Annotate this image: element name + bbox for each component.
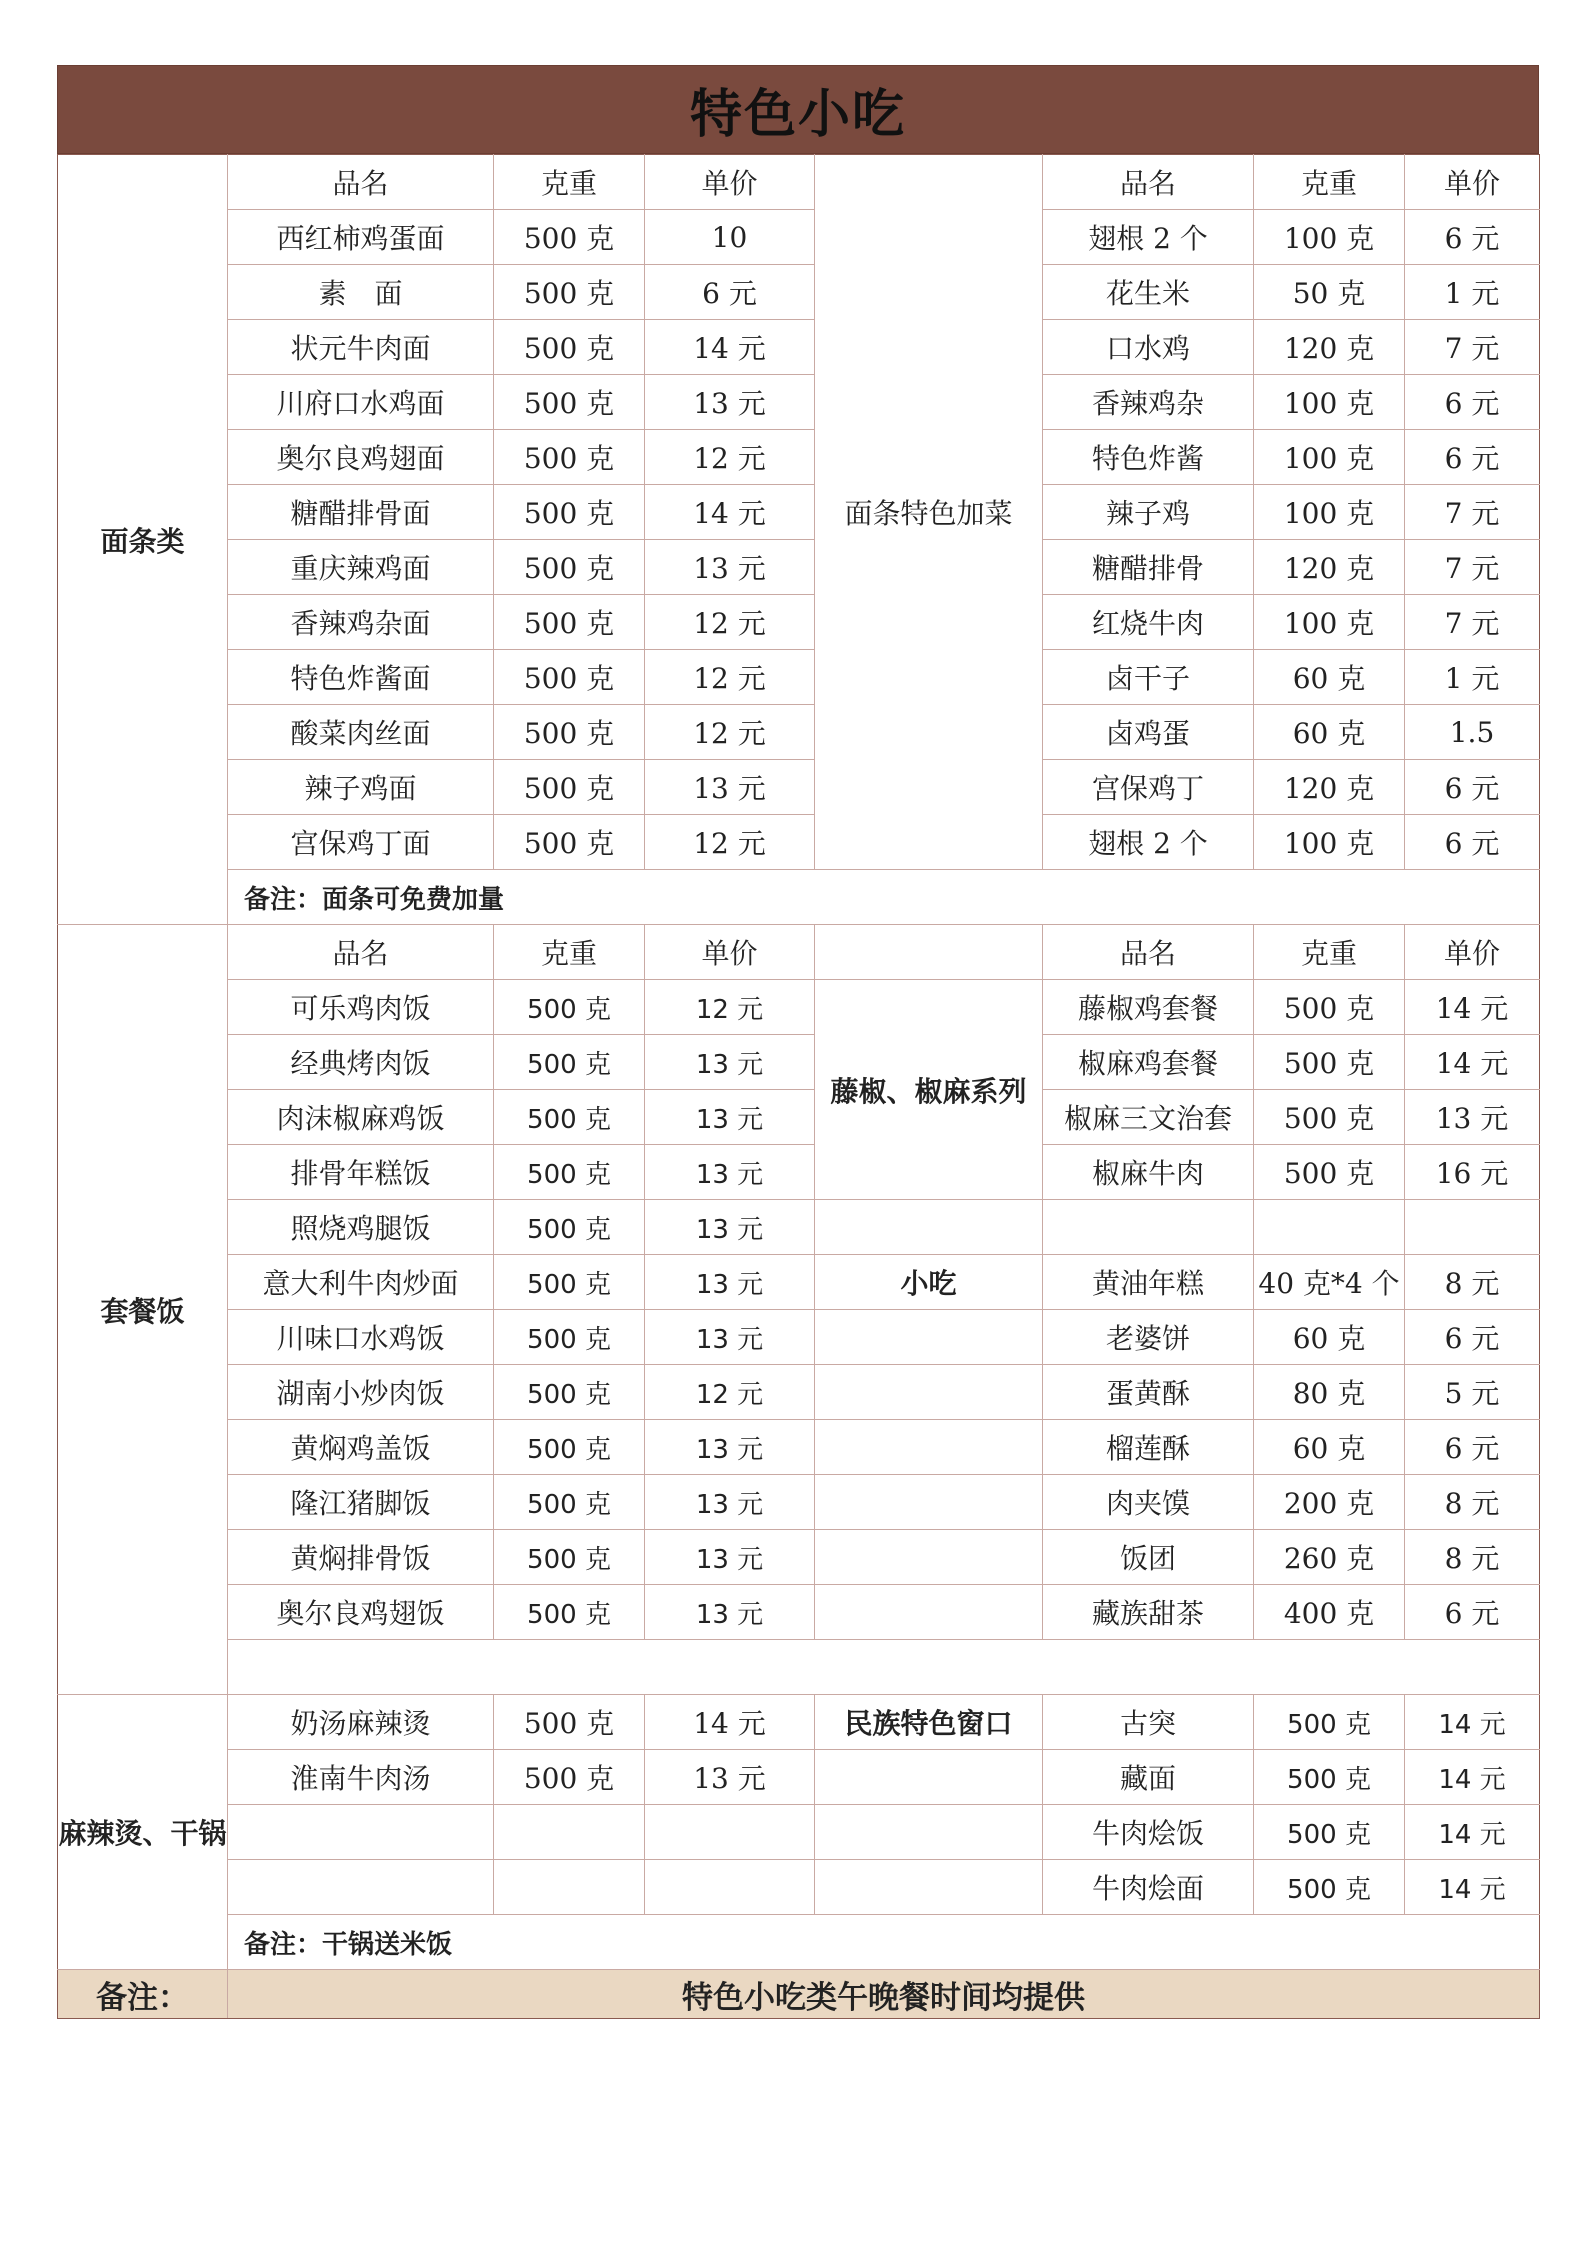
header-name: 品名 bbox=[1043, 925, 1254, 980]
malatang-empty-cell bbox=[494, 1805, 645, 1860]
meal-empty-cell bbox=[815, 1530, 1043, 1585]
noodle-name: 酸菜肉丝面 bbox=[228, 705, 494, 760]
snack-price: 6 元 bbox=[1405, 1310, 1540, 1365]
noodle-price: 6 元 bbox=[645, 265, 815, 320]
addon-price: 7 元 bbox=[1405, 540, 1540, 595]
table-row bbox=[58, 1860, 1540, 1915]
snack-price: 8 元 bbox=[1405, 1530, 1540, 1585]
footer-label: 备注： bbox=[58, 1970, 228, 2019]
malatang-section bbox=[58, 1695, 1540, 1970]
meal-name: 照烧鸡腿饭 bbox=[228, 1200, 494, 1255]
snack-name: 藏族甜茶 bbox=[1043, 1585, 1254, 1640]
addon-weight: 60 克 bbox=[1254, 705, 1405, 760]
table-row bbox=[58, 815, 1540, 870]
snack-weight: 40 克*4 个 bbox=[1254, 1255, 1405, 1310]
addon-weight: 120 克 bbox=[1254, 760, 1405, 815]
ethnic-name: 牛肉烩面 bbox=[1043, 1860, 1254, 1915]
malatang-weight: 500 克 bbox=[494, 1695, 645, 1750]
meal-weight: 500 克 bbox=[494, 1365, 645, 1420]
tengjiao-weight: 500 克 bbox=[1254, 1090, 1405, 1145]
malatang-empty-cell bbox=[815, 1860, 1043, 1915]
noodle-weight: 500 克 bbox=[494, 760, 645, 815]
ethnic-weight: 500 克 bbox=[1254, 1860, 1405, 1915]
meal-empty-cell bbox=[815, 1310, 1043, 1365]
meal-empty-cell bbox=[1254, 1200, 1405, 1255]
meal-blank-row bbox=[58, 1640, 1540, 1695]
tengjiao-name: 藤椒鸡套餐 bbox=[1043, 980, 1254, 1035]
menu-sheet bbox=[57, 65, 1539, 2019]
ethnic-price: 14 元 bbox=[1405, 1805, 1540, 1860]
noodle-name: 香辣鸡杂面 bbox=[228, 595, 494, 650]
malatang-name: 奶汤麻辣烫 bbox=[228, 1695, 494, 1750]
noodle-weight: 500 克 bbox=[494, 210, 645, 265]
addon-weight: 100 克 bbox=[1254, 595, 1405, 650]
malatang-empty-cell bbox=[494, 1860, 645, 1915]
noodle-weight: 500 克 bbox=[494, 375, 645, 430]
table-row bbox=[58, 1145, 1540, 1200]
tengjiao-weight: 500 克 bbox=[1254, 980, 1405, 1035]
malatang-price: 13 元 bbox=[645, 1750, 815, 1805]
footer-text: 特色小吃类午晚餐时间均提供 bbox=[228, 1970, 1540, 2019]
table-row bbox=[58, 540, 1540, 595]
malatang-empty-cell bbox=[228, 1860, 494, 1915]
malatang-category: 麻辣烫、干锅 bbox=[58, 1695, 228, 1970]
header-weight: 克重 bbox=[494, 155, 645, 210]
addon-price: 1 元 bbox=[1405, 265, 1540, 320]
header-price: 单价 bbox=[645, 155, 815, 210]
tengjiao-weight: 500 克 bbox=[1254, 1145, 1405, 1200]
meal-name: 黄焖排骨饭 bbox=[228, 1530, 494, 1585]
meal-weight: 500 克 bbox=[494, 1420, 645, 1475]
noodle-price: 12 元 bbox=[645, 815, 815, 870]
addon-price: 6 元 bbox=[1405, 815, 1540, 870]
snack-weight: 400 克 bbox=[1254, 1585, 1405, 1640]
header-name: 品名 bbox=[228, 155, 494, 210]
meal-header-row bbox=[58, 925, 1540, 980]
addon-weight: 100 克 bbox=[1254, 815, 1405, 870]
snack-name: 蛋黄酥 bbox=[1043, 1365, 1254, 1420]
meal-name: 黄焖鸡盖饭 bbox=[228, 1420, 494, 1475]
noodle-weight: 500 克 bbox=[494, 705, 645, 760]
addon-name: 口水鸡 bbox=[1043, 320, 1254, 375]
malatang-weight: 500 克 bbox=[494, 1750, 645, 1805]
header-name: 品名 bbox=[228, 925, 494, 980]
addon-weight: 60 克 bbox=[1254, 650, 1405, 705]
table-row bbox=[58, 595, 1540, 650]
malatang-name: 淮南牛肉汤 bbox=[228, 1750, 494, 1805]
noodle-note: 备注：面条可免费加量 bbox=[228, 870, 1540, 925]
menu-title: 特色小吃 bbox=[57, 65, 1539, 154]
addon-weight: 100 克 bbox=[1254, 210, 1405, 265]
meal-blank-cell bbox=[228, 1640, 1540, 1695]
addon-name: 香辣鸡杂 bbox=[1043, 375, 1254, 430]
noodle-price: 13 元 bbox=[645, 540, 815, 595]
table-row bbox=[58, 1805, 1540, 1860]
ethnic-window-label: 民族特色窗口 bbox=[815, 1695, 1043, 1750]
meal-empty-cell bbox=[815, 1200, 1043, 1255]
meal-name: 奥尔良鸡翅饭 bbox=[228, 1585, 494, 1640]
meal-weight: 500 克 bbox=[494, 980, 645, 1035]
addon-name: 宫保鸡丁 bbox=[1043, 760, 1254, 815]
meal-empty-cell bbox=[815, 1420, 1043, 1475]
table-row bbox=[58, 210, 1540, 265]
noodle-price: 14 元 bbox=[645, 320, 815, 375]
addon-name: 卤干子 bbox=[1043, 650, 1254, 705]
malatang-empty-cell bbox=[228, 1805, 494, 1860]
table-row bbox=[58, 705, 1540, 760]
tengjiao-weight: 500 克 bbox=[1254, 1035, 1405, 1090]
tengjiao-price: 13 元 bbox=[1405, 1090, 1540, 1145]
header-weight: 克重 bbox=[1254, 155, 1405, 210]
noodle-price: 12 元 bbox=[645, 650, 815, 705]
snack-label: 小吃 bbox=[815, 1255, 1043, 1310]
malatang-note-row bbox=[58, 1915, 1540, 1970]
meal-weight: 500 克 bbox=[494, 1145, 645, 1200]
meal-name: 排骨年糕饭 bbox=[228, 1145, 494, 1200]
addon-price: 6 元 bbox=[1405, 430, 1540, 485]
snack-name: 老婆饼 bbox=[1043, 1310, 1254, 1365]
addon-price: 6 元 bbox=[1405, 375, 1540, 430]
noodle-section bbox=[58, 155, 1540, 925]
meal-empty-cell bbox=[815, 1475, 1043, 1530]
addon-name: 花生米 bbox=[1043, 265, 1254, 320]
malatang-empty-cell bbox=[815, 1805, 1043, 1860]
table-row bbox=[58, 1420, 1540, 1475]
table-row bbox=[58, 1365, 1540, 1420]
meal-price: 13 元 bbox=[645, 1420, 815, 1475]
ethnic-weight: 500 克 bbox=[1254, 1695, 1405, 1750]
noodle-name: 糖醋排骨面 bbox=[228, 485, 494, 540]
addon-price: 7 元 bbox=[1405, 485, 1540, 540]
noodle-weight: 500 克 bbox=[494, 815, 645, 870]
noodle-name: 辣子鸡面 bbox=[228, 760, 494, 815]
meal-empty-cell bbox=[815, 1585, 1043, 1640]
table-row bbox=[58, 980, 1540, 1035]
addon-weight: 100 克 bbox=[1254, 485, 1405, 540]
header-weight: 克重 bbox=[1254, 925, 1405, 980]
table-row bbox=[58, 485, 1540, 540]
noodle-name: 奥尔良鸡翅面 bbox=[228, 430, 494, 485]
ethnic-price: 14 元 bbox=[1405, 1750, 1540, 1805]
meal-name: 经典烤肉饭 bbox=[228, 1035, 494, 1090]
malatang-empty-cell bbox=[815, 1750, 1043, 1805]
addon-price: 1.5 bbox=[1405, 705, 1540, 760]
malatang-note: 备注：干锅送米饭 bbox=[228, 1915, 1540, 1970]
addon-name: 卤鸡蛋 bbox=[1043, 705, 1254, 760]
snack-name: 榴莲酥 bbox=[1043, 1420, 1254, 1475]
snack-weight: 80 克 bbox=[1254, 1365, 1405, 1420]
table-row bbox=[58, 265, 1540, 320]
noodle-price: 13 元 bbox=[645, 375, 815, 430]
noodle-name: 特色炸酱面 bbox=[228, 650, 494, 705]
noodle-price: 12 元 bbox=[645, 430, 815, 485]
meal-price: 13 元 bbox=[645, 1585, 815, 1640]
noodle-weight: 500 克 bbox=[494, 540, 645, 595]
table-row bbox=[58, 1200, 1540, 1255]
meal-weight: 500 克 bbox=[494, 1310, 645, 1365]
noodle-note-row bbox=[58, 870, 1540, 925]
tengjiao-name: 椒麻牛肉 bbox=[1043, 1145, 1254, 1200]
meal-category: 套餐饭 bbox=[58, 925, 228, 1695]
snack-price: 5 元 bbox=[1405, 1365, 1540, 1420]
header-name: 品名 bbox=[1043, 155, 1254, 210]
meal-price: 13 元 bbox=[645, 1530, 815, 1585]
noodle-weight: 500 克 bbox=[494, 430, 645, 485]
addon-name: 特色炸酱 bbox=[1043, 430, 1254, 485]
malatang-empty-cell bbox=[645, 1860, 815, 1915]
header-price: 单价 bbox=[1405, 155, 1540, 210]
noodle-price: 13 元 bbox=[645, 760, 815, 815]
noodle-name: 川府口水鸡面 bbox=[228, 375, 494, 430]
tengjiao-name: 椒麻三文治套 bbox=[1043, 1090, 1254, 1145]
ethnic-price: 14 元 bbox=[1405, 1695, 1540, 1750]
meal-name: 隆江猪脚饭 bbox=[228, 1475, 494, 1530]
noodle-price: 14 元 bbox=[645, 485, 815, 540]
addon-name: 糖醋排骨 bbox=[1043, 540, 1254, 595]
ethnic-name: 古突 bbox=[1043, 1695, 1254, 1750]
table-row bbox=[58, 1695, 1540, 1750]
tengjiao-name: 椒麻鸡套餐 bbox=[1043, 1035, 1254, 1090]
noodle-weight: 500 克 bbox=[494, 265, 645, 320]
meal-price: 13 元 bbox=[645, 1200, 815, 1255]
noodle-name: 西红柿鸡蛋面 bbox=[228, 210, 494, 265]
tengjiao-price: 16 元 bbox=[1405, 1145, 1540, 1200]
footer-row bbox=[58, 1970, 1540, 2019]
addon-weight: 100 克 bbox=[1254, 430, 1405, 485]
addon-weight: 120 克 bbox=[1254, 320, 1405, 375]
meal-price: 12 元 bbox=[645, 1365, 815, 1420]
meal-price: 13 元 bbox=[645, 1475, 815, 1530]
header-weight: 克重 bbox=[494, 925, 645, 980]
noodle-weight: 500 克 bbox=[494, 595, 645, 650]
ethnic-name: 牛肉烩饭 bbox=[1043, 1805, 1254, 1860]
meal-weight: 500 克 bbox=[494, 1200, 645, 1255]
noodle-name: 重庆辣鸡面 bbox=[228, 540, 494, 595]
snack-price: 6 元 bbox=[1405, 1585, 1540, 1640]
snack-price: 6 元 bbox=[1405, 1420, 1540, 1475]
noodle-weight: 500 克 bbox=[494, 485, 645, 540]
addon-name: 翅根 2 个 bbox=[1043, 210, 1254, 265]
table-row bbox=[58, 320, 1540, 375]
table-row bbox=[58, 760, 1540, 815]
table-row bbox=[58, 1310, 1540, 1365]
meal-price: 12 元 bbox=[645, 980, 815, 1035]
noodle-name: 状元牛肉面 bbox=[228, 320, 494, 375]
table-row bbox=[58, 430, 1540, 485]
meal-price: 13 元 bbox=[645, 1145, 815, 1200]
table-row bbox=[58, 650, 1540, 705]
snack-weight: 60 克 bbox=[1254, 1420, 1405, 1475]
snack-price: 8 元 bbox=[1405, 1475, 1540, 1530]
tengjiao-price: 14 元 bbox=[1405, 1035, 1540, 1090]
snack-weight: 200 克 bbox=[1254, 1475, 1405, 1530]
addon-price: 1 元 bbox=[1405, 650, 1540, 705]
ethnic-weight: 500 克 bbox=[1254, 1805, 1405, 1860]
snack-weight: 260 克 bbox=[1254, 1530, 1405, 1585]
ethnic-price: 14 元 bbox=[1405, 1860, 1540, 1915]
snack-name: 饭团 bbox=[1043, 1530, 1254, 1585]
addon-price: 7 元 bbox=[1405, 595, 1540, 650]
meal-name: 可乐鸡肉饭 bbox=[228, 980, 494, 1035]
table-row bbox=[58, 1750, 1540, 1805]
meal-weight: 500 克 bbox=[494, 1475, 645, 1530]
snack-price: 8 元 bbox=[1405, 1255, 1540, 1310]
noodle-weight: 500 克 bbox=[494, 320, 645, 375]
table-row bbox=[58, 1035, 1540, 1090]
addon-price: 6 元 bbox=[1405, 210, 1540, 265]
table-row bbox=[58, 1090, 1540, 1145]
table-row bbox=[58, 375, 1540, 430]
menu-table bbox=[57, 154, 1540, 2019]
addon-name: 辣子鸡 bbox=[1043, 485, 1254, 540]
noodle-name: 素 面 bbox=[228, 265, 494, 320]
meal-price: 13 元 bbox=[645, 1035, 815, 1090]
meal-name: 意大利牛肉炒面 bbox=[228, 1255, 494, 1310]
table-row bbox=[58, 1475, 1540, 1530]
noodle-addon-label: 面条特色加菜 bbox=[815, 155, 1043, 870]
addon-name: 翅根 2 个 bbox=[1043, 815, 1254, 870]
set-meal-section bbox=[58, 925, 1540, 1695]
meal-empty-cell bbox=[1405, 1200, 1540, 1255]
table-row bbox=[58, 1585, 1540, 1640]
addon-price: 7 元 bbox=[1405, 320, 1540, 375]
meal-price: 13 元 bbox=[645, 1090, 815, 1145]
meal-empty-cell bbox=[815, 1365, 1043, 1420]
meal-name: 湖南小炒肉饭 bbox=[228, 1365, 494, 1420]
noodle-price: 12 元 bbox=[645, 595, 815, 650]
meal-name: 肉沫椒麻鸡饭 bbox=[228, 1090, 494, 1145]
addon-weight: 50 克 bbox=[1254, 265, 1405, 320]
malatang-price: 14 元 bbox=[645, 1695, 815, 1750]
snack-name: 肉夹馍 bbox=[1043, 1475, 1254, 1530]
noodle-weight: 500 克 bbox=[494, 650, 645, 705]
addon-price: 6 元 bbox=[1405, 760, 1540, 815]
meal-empty-cell bbox=[1043, 1200, 1254, 1255]
meal-price: 13 元 bbox=[645, 1310, 815, 1365]
noodle-header-row bbox=[58, 155, 1540, 210]
addon-weight: 120 克 bbox=[1254, 540, 1405, 595]
malatang-empty-cell bbox=[645, 1805, 815, 1860]
noodle-name: 宫保鸡丁面 bbox=[228, 815, 494, 870]
meal-price: 13 元 bbox=[645, 1255, 815, 1310]
noodle-price: 10 bbox=[645, 210, 815, 265]
header-price: 单价 bbox=[1405, 925, 1540, 980]
header-price: 单价 bbox=[645, 925, 815, 980]
meal-name: 川味口水鸡饭 bbox=[228, 1310, 494, 1365]
addon-name: 红烧牛肉 bbox=[1043, 595, 1254, 650]
addon-weight: 100 克 bbox=[1254, 375, 1405, 430]
table-row bbox=[58, 1530, 1540, 1585]
ethnic-weight: 500 克 bbox=[1254, 1750, 1405, 1805]
meal-weight: 500 克 bbox=[494, 1035, 645, 1090]
meal-empty-cell bbox=[815, 925, 1043, 980]
tengjiao-series-label: 藤椒、椒麻系列 bbox=[815, 980, 1043, 1200]
noodle-category: 面条类 bbox=[58, 155, 228, 925]
tengjiao-price: 14 元 bbox=[1405, 980, 1540, 1035]
meal-weight: 500 克 bbox=[494, 1090, 645, 1145]
ethnic-name: 藏面 bbox=[1043, 1750, 1254, 1805]
noodle-price: 12 元 bbox=[645, 705, 815, 760]
meal-weight: 500 克 bbox=[494, 1585, 645, 1640]
snack-name: 黄油年糕 bbox=[1043, 1255, 1254, 1310]
snack-weight: 60 克 bbox=[1254, 1310, 1405, 1365]
table-row bbox=[58, 1255, 1540, 1310]
meal-weight: 500 克 bbox=[494, 1255, 645, 1310]
meal-weight: 500 克 bbox=[494, 1530, 645, 1585]
